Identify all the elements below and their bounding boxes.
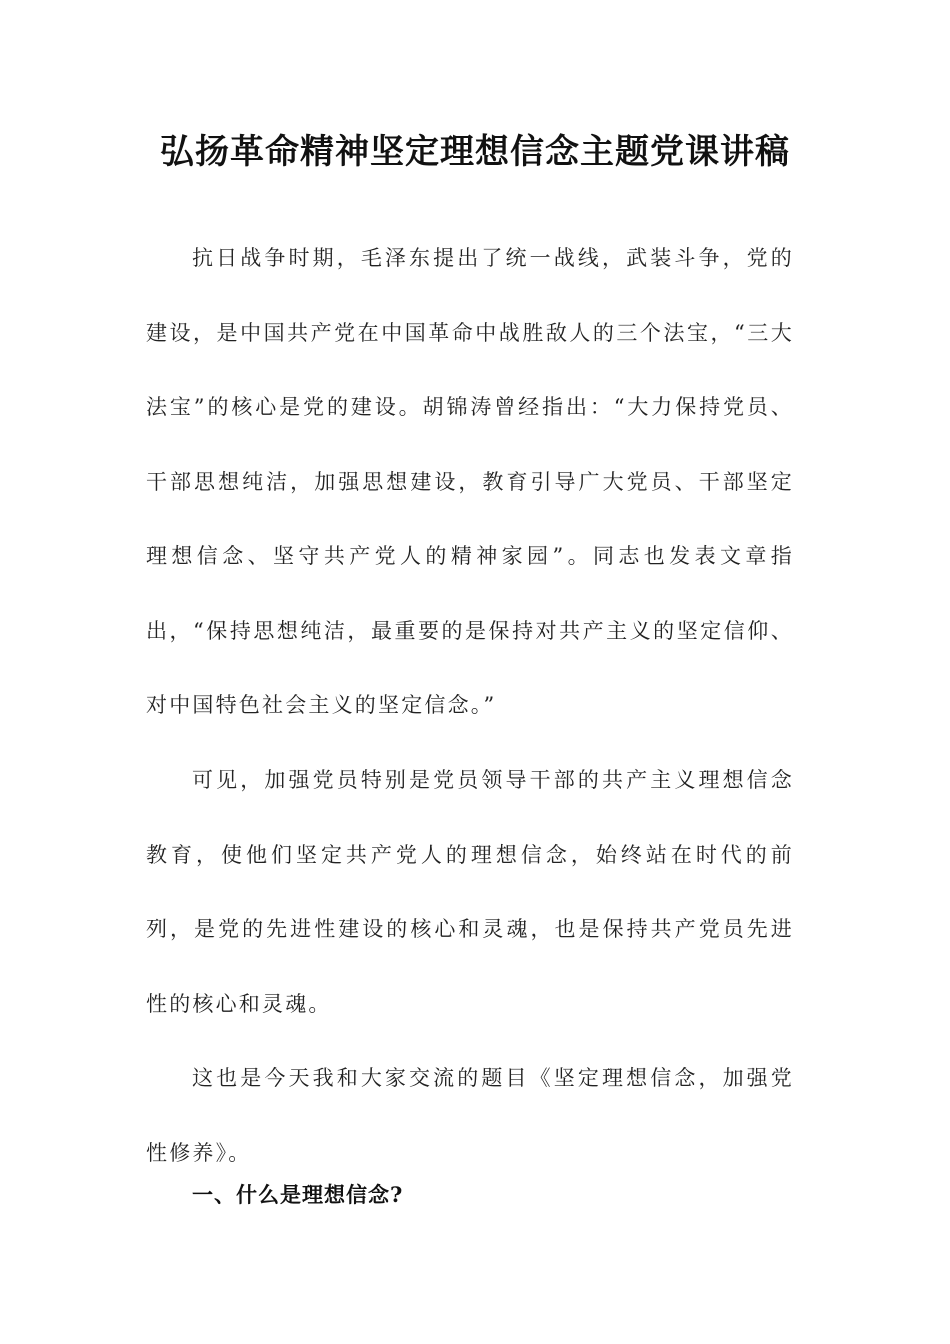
document-title: 弘扬革命精神坚定理想信念主题党课讲稿 bbox=[160, 132, 790, 172]
paragraph-1: 抗日战争时期，毛泽东提出了统一战线，武装斗争，党的建设，是中国共产党在中国革命中战胜敌人的三个法宝，“三大法宝”的核心是党的建设。胡锦涛曾经指出：“大力保持党员、干部思想纯洁，加强思想建设，教育引导广大党员、干部坚定理想信念、坚守共产党人的精神家园”。同志也发表文章指出，“保持思想纯洁，最重要的是保持对共产主义的坚定信仰、对中国特色社会主义的坚定信念。” bbox=[146, 246, 794, 717]
paragraph-2: 可见，加强党员特别是党员领导干部的共产主义理想信念教育，使他们坚定共产党人的理想信念，始终站在时代的前列，是党的先进性建设的核心和灵魂，也是保持共产党员先进性的核心和灵魂。 bbox=[146, 768, 794, 1016]
section-heading: 一、什么是理想信念? bbox=[192, 1182, 404, 1207]
paragraph-3: 这也是今天我和大家交流的题目《坚定理想信念，加强党性修养》。 bbox=[146, 1066, 794, 1165]
